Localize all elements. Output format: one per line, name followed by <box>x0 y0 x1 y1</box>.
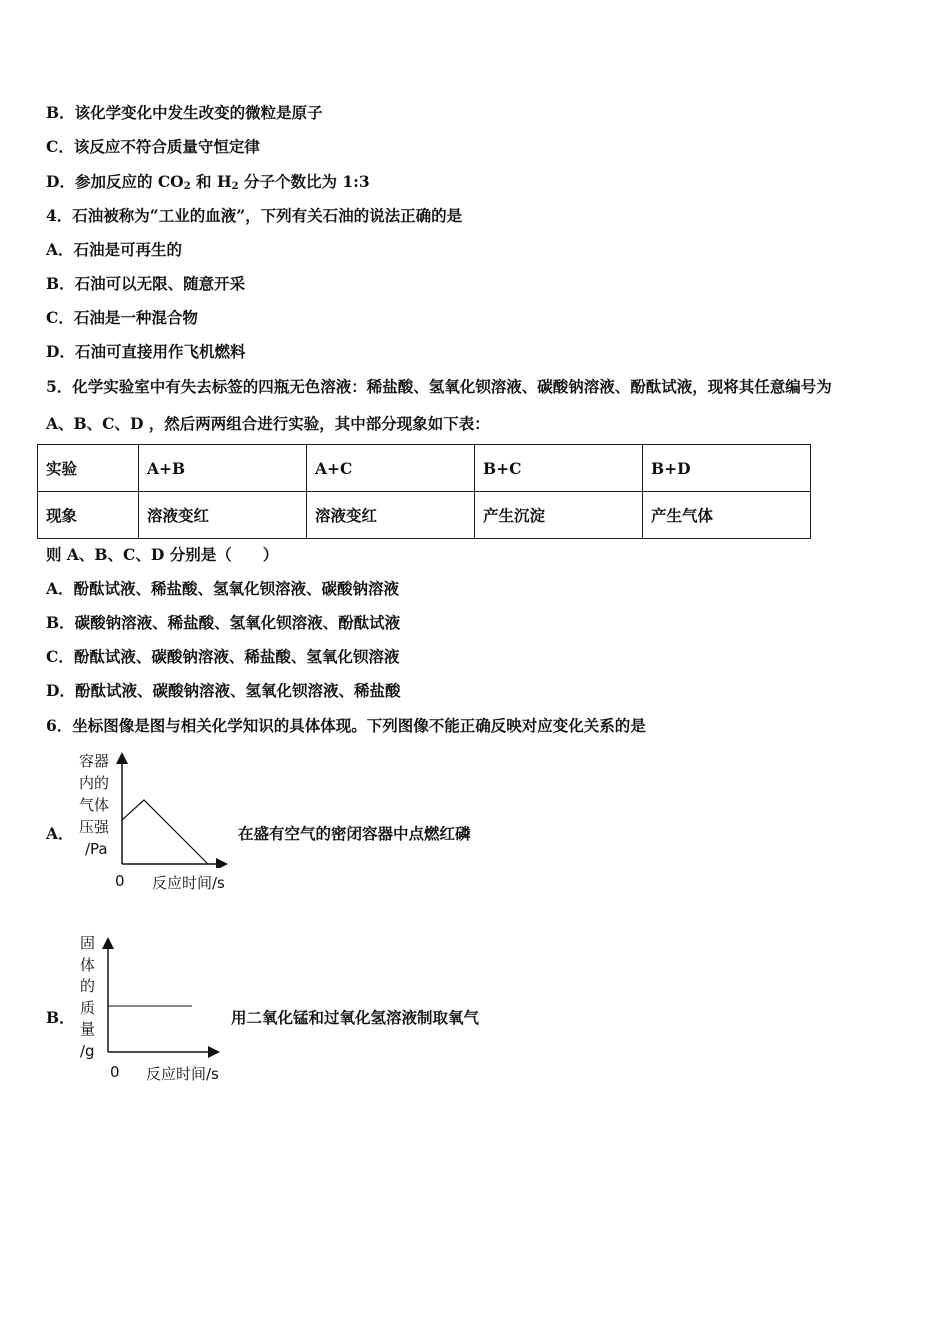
q6-stem: 6．坐标图像是图与相关化学知识的具体体现。下列图像不能正确反映对应变化关系的是 <box>46 716 646 735</box>
q6-option-a-label: A． <box>46 824 74 843</box>
table-cell: B+C <box>475 445 643 492</box>
table-cell: 溶液变红 <box>139 492 307 539</box>
graph-a-ylabel <box>79 750 109 860</box>
ylabel-line: 的 <box>80 977 96 995</box>
q5-option-d: D．酚酞试液、碳酸钠溶液、氢氧化钡溶液、稀盐酸 <box>46 681 401 700</box>
ylabel-line: 内的 <box>79 774 110 792</box>
q3-option-c: C．该反应不符合质量守恒定律 <box>46 137 260 156</box>
q3-option-d: D．参加反应的 $CO_2$ 和 $H_2$ 分子个数比为 1:3 <box>46 172 370 192</box>
graph-b-origin: 0 <box>110 1063 120 1081</box>
q4-option-a: A．石油是可再生的 <box>46 240 183 259</box>
table-cell: 产生沉淀 <box>475 492 643 539</box>
ylabel-line: /Pa <box>85 840 108 858</box>
ylabel-line: 量 <box>80 1020 96 1038</box>
graph-b-ylabel <box>80 933 95 1062</box>
q5-option-b: B．碳酸钠溶液、稀盐酸、氢氧化钡溶液、酚酞试液 <box>46 613 401 632</box>
graph-a-plot <box>110 748 230 868</box>
ylabel-line: 固 <box>80 934 96 952</box>
graph-b-xlabel: 反应时间/s <box>146 1065 219 1083</box>
graph-a-origin: 0 <box>115 872 125 890</box>
ylabel-line: /g <box>80 1041 95 1060</box>
ylabel-line: 压强 <box>79 818 110 836</box>
q3-option-b: B．该化学变化中发生改变的微粒是原子 <box>46 103 323 122</box>
q5-option-a: A．酚酞试液、稀盐酸、氢氧化钡溶液、碳酸钠溶液 <box>46 579 400 598</box>
experiment-table <box>37 444 811 539</box>
ylabel-line: 容器 <box>79 752 110 770</box>
q5-ask: 则 A、B、C、D 分别是（ ） <box>46 545 279 564</box>
table-cell: A+C <box>307 445 475 492</box>
ylabel-line: 气体 <box>79 796 110 814</box>
ylabel-line: 体 <box>80 955 96 974</box>
table-cell: 现象 <box>38 492 139 539</box>
q5-option-c: C．酚酞试液、碳酸钠溶液、稀盐酸、氢氧化钡溶液 <box>46 647 400 666</box>
graph-a-caption: 在盛有空气的密闭容器中点燃红磷 <box>238 824 471 843</box>
q4-option-d: D．石油可直接用作飞机燃料 <box>46 342 246 361</box>
table-row <box>38 492 811 539</box>
table-cell: 实验 <box>38 445 139 492</box>
q4-stem: 4．石油被称为“工业的血液”，下列有关石油的说法正确的是 <box>46 206 463 225</box>
table-cell: B+D <box>643 445 811 492</box>
q4-option-b: B．石油可以无限、随意开采 <box>46 274 246 293</box>
graph-b-caption: 用二氧化锰和过氧化氢溶液制取氧气 <box>231 1008 480 1027</box>
pressure-curve <box>122 800 208 864</box>
q5-stem-cont: A、B、C、D ，然后两两组合进行实验，其中部分现象如下表： <box>46 414 490 433</box>
q4-option-c: C．石油是一种混合物 <box>46 308 198 327</box>
table-row <box>38 445 811 492</box>
table-cell: A+B <box>139 445 307 492</box>
graph-b-plot <box>96 935 221 1060</box>
graph-a-xlabel: 反应时间/s <box>152 874 225 892</box>
q6-option-b-label: B． <box>46 1008 75 1027</box>
q5-stem: 5．化学实验室中有失去标签的四瓶无色溶液：稀盐酸、氢氧化钡溶液、碳酸钠溶液、酚酞试液，现将其任意编号为 <box>46 377 832 396</box>
table-cell: 产生气体 <box>643 492 811 539</box>
ylabel-line: 质 <box>80 998 96 1017</box>
table-cell: 溶液变红 <box>307 492 475 539</box>
